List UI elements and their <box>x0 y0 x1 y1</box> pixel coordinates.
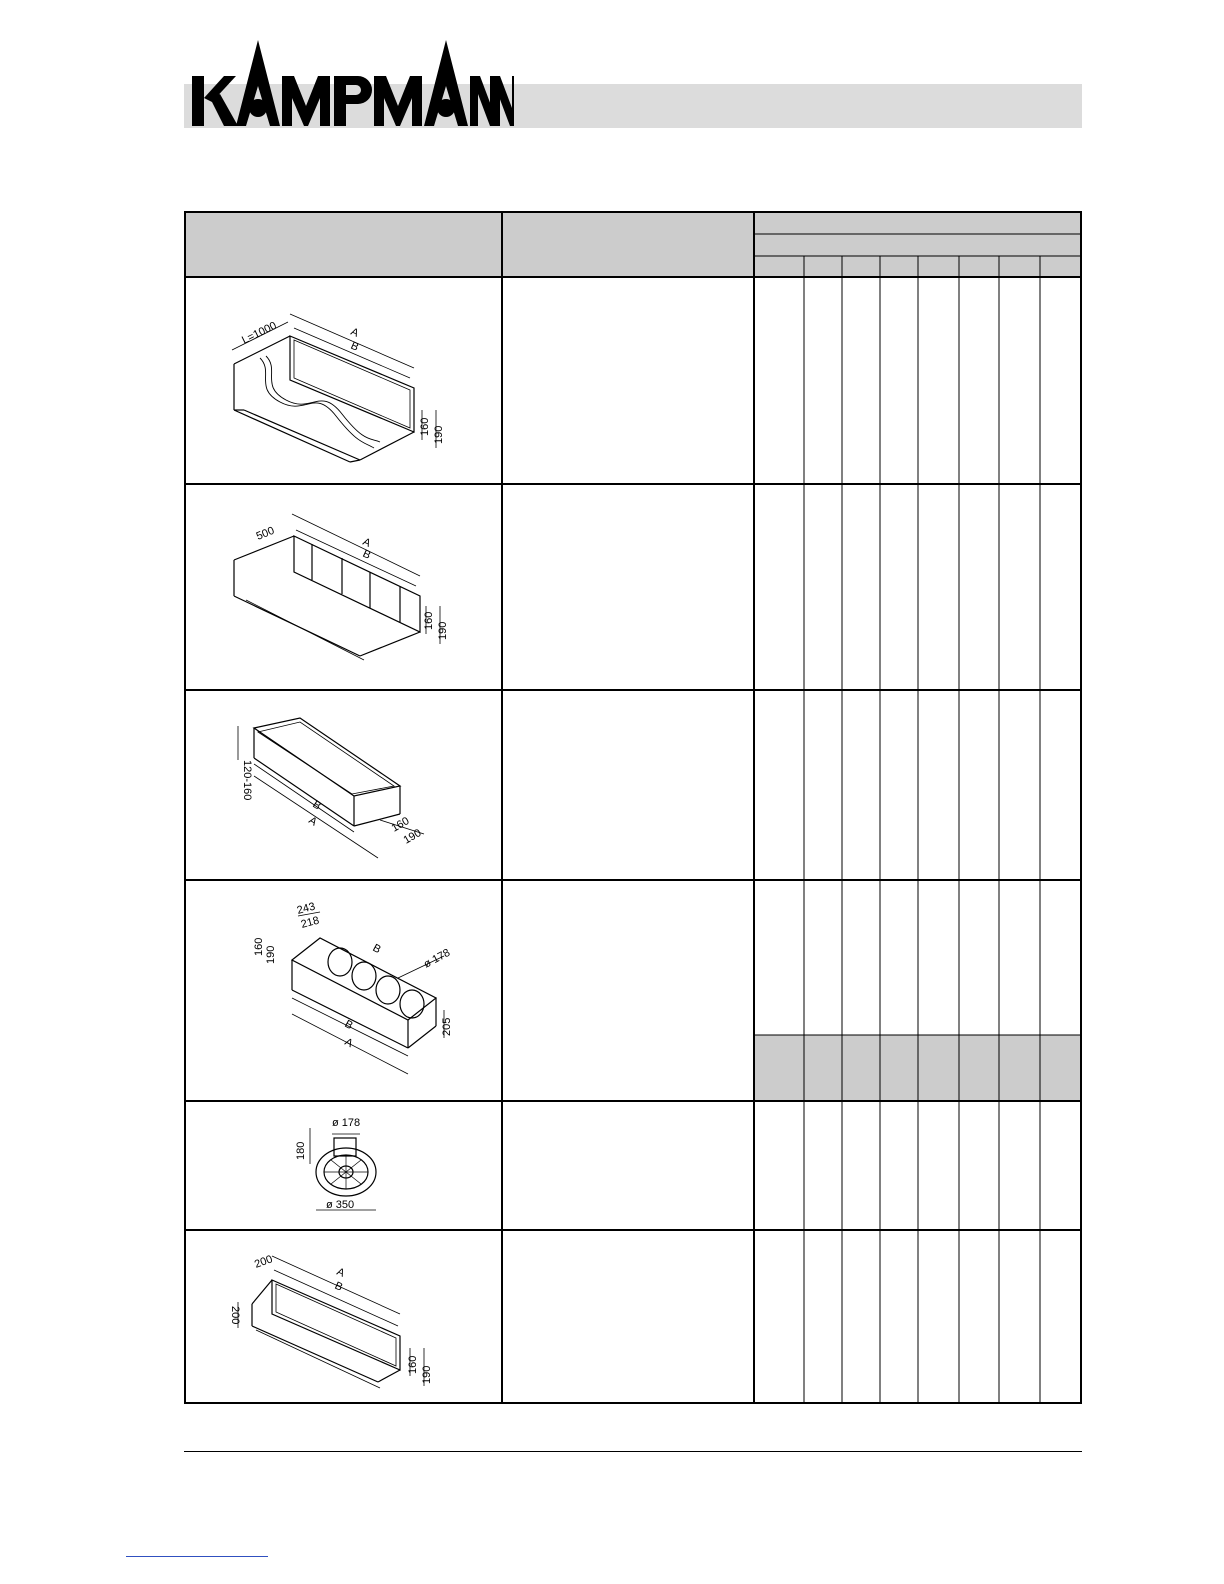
dim-190: 190 <box>401 827 424 847</box>
row-5-drawing <box>294 1112 394 1222</box>
dim-180: 180 <box>295 1141 307 1160</box>
dim-190: 190 <box>265 945 277 964</box>
dim-190: 190 <box>433 425 445 444</box>
dim-160: 160 <box>423 611 435 630</box>
dim-l1000: L=1000 <box>240 319 279 347</box>
dim-dia-178: ø 178 <box>332 1117 361 1129</box>
dim-190: 190 <box>421 1365 433 1384</box>
row-6-drawing <box>228 1244 448 1394</box>
dim-a: A <box>348 325 361 340</box>
dim-dia-350: ø 350 <box>326 1199 355 1211</box>
dim-160: 160 <box>407 1355 419 1374</box>
dim-b: B <box>332 1279 345 1294</box>
footer-rule <box>184 1451 1082 1452</box>
dim-dia-178: ø 178 <box>421 946 453 971</box>
row-1-drawing <box>224 292 484 476</box>
dim-b-bottom: B <box>342 1018 355 1033</box>
footer-link-underline[interactable] <box>126 1556 268 1557</box>
dim-200-side: 200 <box>229 1306 241 1325</box>
dim-b: B <box>310 798 324 813</box>
dim-243: 243 <box>295 900 317 917</box>
dim-a: A <box>360 535 373 550</box>
dim-b: B <box>360 547 373 562</box>
dim-190: 190 <box>437 621 449 640</box>
dim-218: 218 <box>299 914 321 931</box>
dim-a: A <box>342 1036 355 1051</box>
dim-a: A <box>306 814 320 829</box>
dim-160: 160 <box>253 937 265 956</box>
dim-160: 160 <box>419 417 431 436</box>
kampmann-logo <box>190 36 514 134</box>
dim-b-top: B <box>370 942 383 957</box>
dim-b: B <box>348 339 361 354</box>
dim-500: 500 <box>254 524 277 543</box>
dim-120-160: 120-160 <box>241 760 253 801</box>
dim-160: 160 <box>389 815 412 835</box>
dim-a: A <box>334 1265 347 1280</box>
dim-200-top: 200 <box>252 1253 275 1271</box>
row-3-drawing <box>228 710 448 870</box>
row-4-drawing <box>248 898 458 1082</box>
row-2-drawing <box>224 500 484 676</box>
dim-205: 205 <box>441 1017 453 1036</box>
